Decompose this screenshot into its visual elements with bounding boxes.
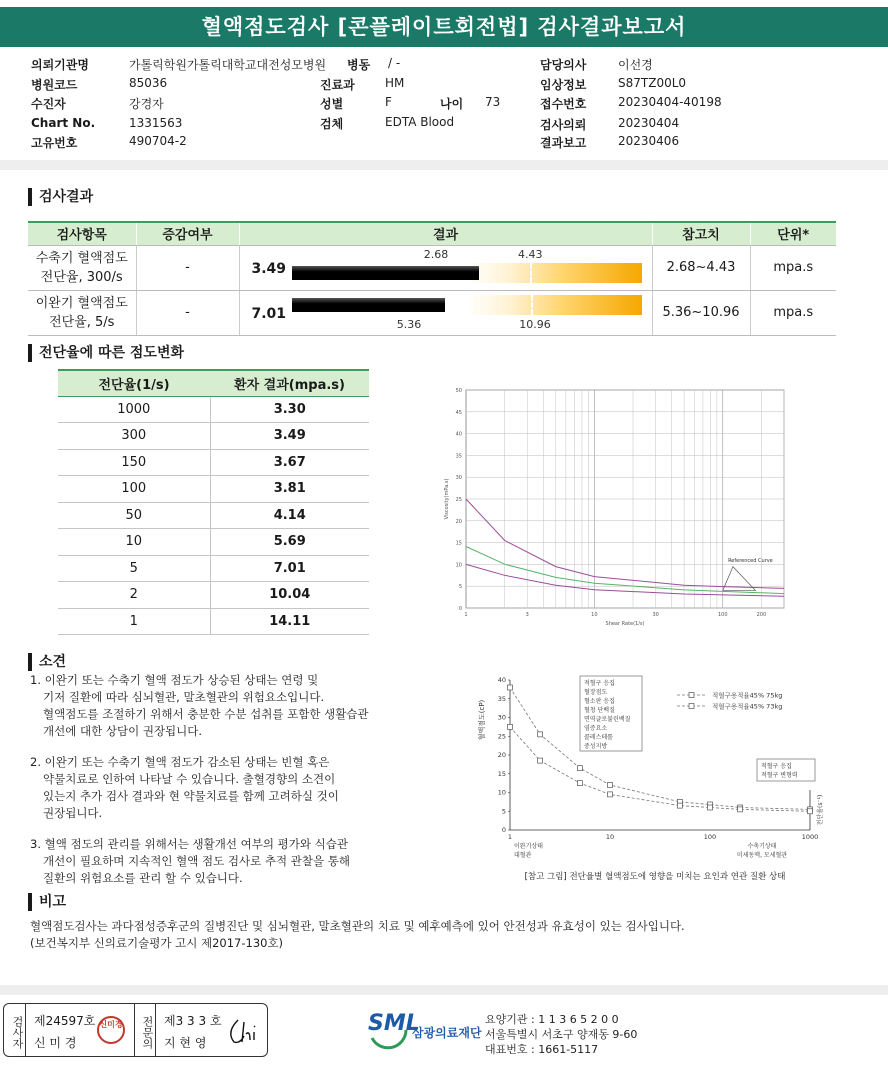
tech-name: 신 미 경 xyxy=(34,1036,77,1050)
report-date-label: 결과보고 xyxy=(540,136,587,150)
viscosity-section-title: 전단율에 따른 점도변화 xyxy=(28,344,184,362)
result-bar-cell xyxy=(239,245,652,290)
y-tick-label: 25 xyxy=(497,732,506,741)
age-value: 73 xyxy=(485,95,501,109)
finding-line: 있는지 추가 검사 결과와 현 약물치료를 함께 고려하실 것이 xyxy=(43,789,339,803)
x-tick-label: 1 xyxy=(464,612,468,618)
y-tick-label: 20 xyxy=(455,518,462,525)
shear-rate: 150 xyxy=(58,449,210,476)
results-table xyxy=(28,221,836,336)
request-value: 20230404 xyxy=(618,116,680,130)
finding-item xyxy=(30,754,480,822)
y-tick-label: 5 xyxy=(458,584,462,591)
viscosity-header: 환자 결과(mpa.s) xyxy=(210,370,369,396)
ref-low-label: 2.68 xyxy=(423,247,449,261)
result-bar-track xyxy=(292,295,642,315)
y-axis-label: 혈액점도(cP) xyxy=(478,699,486,741)
table-row xyxy=(58,502,369,529)
spec-name: 지 현 영 xyxy=(164,1036,207,1050)
hospital-code-value: 85036 xyxy=(129,76,168,90)
bottom-left-label: 대혈관 xyxy=(514,852,532,859)
y-tick-label: 0 xyxy=(458,606,462,612)
doctor-label: 담당의사 xyxy=(540,58,587,72)
results-header: 결과 xyxy=(239,222,652,245)
tech-license: 제24597호 xyxy=(34,1014,96,1028)
table-row xyxy=(28,245,836,290)
table-row xyxy=(58,476,369,503)
table-row xyxy=(58,555,369,582)
finding-item xyxy=(30,836,480,887)
result-value: 3.49 xyxy=(251,260,287,277)
y-tick-label: 15 xyxy=(455,540,462,547)
shear-rate: 300 xyxy=(58,423,210,450)
sml-logo: SML xyxy=(368,1011,420,1036)
separator-band xyxy=(0,160,888,170)
x-tick-label: 1 xyxy=(507,833,513,841)
legend-label: 적혈구용적율45% 75kg xyxy=(712,691,783,700)
series-point xyxy=(738,807,743,812)
unit: mpa.s xyxy=(750,290,836,335)
finding-line: 개선이 필요하며 지속적인 혈액 점도 검사로 추적 관찰을 통해 xyxy=(43,854,350,868)
chart-label: Chart No. xyxy=(31,116,96,130)
spec-license: 제3 3 3 호 xyxy=(164,1014,222,1028)
series-point xyxy=(608,792,613,797)
age-label: 나이 xyxy=(440,97,464,111)
bottom-right-label: 수축기상태 xyxy=(747,843,777,850)
finding-line: 기저 질환에 따라 심뇌혈관, 말초혈관의 위험요소입니다. xyxy=(43,690,325,704)
patient-result: 7.01 xyxy=(210,555,369,582)
shear-rate: 10 xyxy=(58,529,210,556)
table-row xyxy=(58,449,369,476)
x-tick-label: 30 xyxy=(652,612,659,618)
factor-label: 염증요소 xyxy=(584,725,608,732)
series-point xyxy=(577,781,582,786)
factor-label: 적혈구 응집 xyxy=(761,763,792,770)
series-point xyxy=(538,758,543,763)
right-axis-label: 전단율(s⁻¹) xyxy=(817,794,824,826)
series-point xyxy=(508,724,513,729)
y-axis-label: Viscosity(mPa.s) xyxy=(444,478,450,520)
receipt-label: 접수번호 xyxy=(540,97,587,111)
footer-separator xyxy=(0,985,888,995)
seal-stamp xyxy=(97,1016,125,1044)
ref-high-label: 4.43 xyxy=(518,247,543,261)
x-tick-label: 100 xyxy=(717,612,728,618)
uid-value: 490704-2 xyxy=(129,134,187,148)
y-tick-label: 45 xyxy=(455,409,462,416)
result-bar-fill xyxy=(292,298,445,312)
legend-point xyxy=(689,693,694,698)
y-tick-label: 30 xyxy=(497,713,506,722)
reference-figure-chart xyxy=(472,672,838,886)
patient-result: 3.81 xyxy=(210,476,369,503)
results-header: 단위* xyxy=(750,222,836,245)
ref-low-label: 5.36 xyxy=(396,317,422,331)
y-tick-label: 50 xyxy=(455,388,462,394)
table-row xyxy=(58,529,369,556)
x-tick-label: 3 xyxy=(525,612,529,618)
table-row xyxy=(58,423,369,450)
y-tick-label: 5 xyxy=(501,807,506,816)
x-tick-label: 200 xyxy=(756,612,767,618)
y-tick-label: 10 xyxy=(497,788,506,797)
finding-line: 3. 혈액 점도의 관리를 위해서는 생활개선 여부의 평가와 식습관 xyxy=(30,837,348,851)
ref-high-marker xyxy=(530,263,532,283)
y-tick-label: 30 xyxy=(455,475,462,482)
factor-label: 면역글로불린백질 xyxy=(584,716,631,723)
unit: mpa.s xyxy=(750,245,836,290)
findings-section-title: 소견 xyxy=(28,653,66,671)
factor-label: 혈청 단백질 xyxy=(584,707,615,714)
institution-label: 의뢰기관명 xyxy=(31,58,89,72)
y-tick-label: 40 xyxy=(455,431,462,438)
patient-result: 3.67 xyxy=(210,449,369,476)
test-item-line: 이완기 혈액점도 xyxy=(35,295,128,311)
x-tick-label: 100 xyxy=(703,833,717,841)
reference-range: 5.36~10.96 xyxy=(652,290,750,335)
sex-value: F xyxy=(385,95,392,109)
annotation-label: Referenced Curve xyxy=(728,558,773,565)
change-value: - xyxy=(136,245,239,290)
shear-rate: 50 xyxy=(58,502,210,529)
table-row xyxy=(28,290,836,335)
uid-label: 고유번호 xyxy=(31,136,78,150)
remarks-text xyxy=(30,918,685,952)
finding-line: 혈액점도를 조절하기 위해서 충분한 수분 섭취를 포함한 생활습관 xyxy=(43,707,369,721)
reference-range: 2.68~4.43 xyxy=(652,245,750,290)
ref-high-label: 10.96 xyxy=(519,317,551,331)
ward-value: / - xyxy=(388,56,401,70)
dept-value: HM xyxy=(385,76,405,90)
factor-label: 혈장점도 xyxy=(584,689,608,696)
shear-rate: 2 xyxy=(58,582,210,609)
finding-item xyxy=(30,672,480,740)
test-item xyxy=(28,290,136,335)
receipt-value: 20230404-40198 xyxy=(618,95,722,109)
viscosity-table xyxy=(58,369,369,635)
clinical-value: S87TZ00L0 xyxy=(618,76,687,90)
y-tick-label: 20 xyxy=(497,751,506,759)
specimen-label: 검체 xyxy=(320,117,344,131)
seal-text: 신미경 xyxy=(99,1020,123,1029)
factor-label: 적혈구 응집 xyxy=(584,680,615,687)
finding-line: 2. 이완기 또는 수축기 혈액 점도가 감소된 상태는 빈혈 혹은 xyxy=(30,755,330,769)
dept-label: 진료과 xyxy=(320,78,355,92)
ref-high-marker xyxy=(531,295,533,315)
lab-address: 서울특별시 서초구 양재동 9-60 xyxy=(485,1028,638,1041)
test-item-line: 전단율, 5/s xyxy=(49,314,115,330)
bottom-right-label: 미세동맥, 모세혈관 xyxy=(736,852,788,859)
remarks-line: (보건복지부 신의료기술평가 고시 제2017-130호) xyxy=(30,936,284,950)
shear-rate: 1 xyxy=(58,608,210,635)
lab-name: 삼광의료재단 xyxy=(412,1026,482,1040)
patient-result: 4.14 xyxy=(210,502,369,529)
finding-line: 개선에 대한 상담이 권장됩니다. xyxy=(43,724,203,738)
patient-result: 5.69 xyxy=(210,529,369,556)
doctor-value: 이선경 xyxy=(618,58,653,72)
series-point xyxy=(577,766,582,771)
request-label: 검사의뢰 xyxy=(540,118,587,132)
spec-label: 전문의 xyxy=(134,1004,156,1056)
factor-label: 콜레스테롤 xyxy=(584,734,613,741)
x-tick-label: 10 xyxy=(605,833,615,841)
y-tick-label: 35 xyxy=(455,453,462,460)
legend-label: 적혈구용적율45% 73kg xyxy=(712,702,783,711)
y-tick-label: 15 xyxy=(497,769,506,778)
viscosity-header: 전단율(1/s) xyxy=(58,370,210,396)
remarks-section-title: 비고 xyxy=(28,893,66,911)
patient-result: 10.04 xyxy=(210,582,369,609)
results-header: 검사항목 xyxy=(28,222,136,245)
lab-info xyxy=(485,1012,637,1057)
series-point xyxy=(608,783,613,788)
name-label: 수진자 xyxy=(31,97,66,111)
test-item xyxy=(28,245,136,290)
results-section-title: 검사결과 xyxy=(28,188,93,206)
test-item-line: 수축기 혈액점도 xyxy=(35,250,128,266)
signature-box xyxy=(3,1003,268,1057)
change-value: - xyxy=(136,290,239,335)
report-date-value: 20230406 xyxy=(618,134,680,148)
series-point xyxy=(538,732,543,737)
result-bar-track xyxy=(292,263,642,283)
ward-label: 병동 xyxy=(347,58,371,72)
factor-label: 적혈구 변형력 xyxy=(761,772,798,779)
table-row xyxy=(58,396,369,423)
finding-line: 약물치료로 인하여 나타날 수 있습니다. 출혈경향의 소견이 xyxy=(43,772,336,786)
series-point xyxy=(708,805,713,810)
sex-label: 성별 xyxy=(320,97,344,111)
lab-code: 요양기관 : 1 1 3 6 5 2 0 0 xyxy=(485,1013,619,1026)
y-tick-label: 10 xyxy=(455,562,462,569)
patient-result: 3.49 xyxy=(210,423,369,450)
y-tick-label: 25 xyxy=(455,497,462,503)
result-value: 7.01 xyxy=(251,305,287,322)
factor-label: 혈소판 응집 xyxy=(584,698,615,705)
shear-rate: 1000 xyxy=(58,396,210,423)
y-tick-label: 0 xyxy=(501,826,506,834)
tech-label: 검사자 xyxy=(4,1004,26,1056)
viscosity-curve-chart xyxy=(440,382,790,627)
specimen-value: EDTA Blood xyxy=(385,115,455,129)
shear-rate: 5 xyxy=(58,555,210,582)
y-tick-label: 40 xyxy=(497,676,506,684)
factor-label: 중성지방 xyxy=(584,743,608,750)
patient-result: 14.11 xyxy=(210,608,369,635)
findings-text xyxy=(30,672,480,901)
series-point xyxy=(508,685,513,690)
table-row xyxy=(58,608,369,635)
institution-value: 가톨릭학원가톨릭대학교대전성모병원 xyxy=(129,58,327,72)
signature-scribble xyxy=(224,1014,262,1048)
table-row xyxy=(58,582,369,609)
remarks-line: 혈액점도검사는 과다점성증후군의 질병진단 및 심뇌혈관, 말초혈관의 치료 및 예후예측에 있어 안전성과 유효성이 있는 검사입니다. xyxy=(30,919,685,933)
clinical-label: 임상정보 xyxy=(540,78,587,92)
bottom-left-label: 이완기상태 xyxy=(514,843,543,850)
result-bar-cell xyxy=(239,290,652,335)
report-title: 혈액점도검사 [콘플레이트회전법] 검사결과보고서 xyxy=(0,7,888,47)
results-header: 증감여부 xyxy=(136,222,239,245)
name-value: 강경자 xyxy=(129,97,164,111)
finding-line: 권장됩니다. xyxy=(43,806,103,820)
results-header: 참고치 xyxy=(652,222,750,245)
x-axis-label: Shear Rate(1/s) xyxy=(605,621,645,627)
test-item-line: 전단율, 300/s xyxy=(40,269,123,285)
y-tick-label: 35 xyxy=(497,694,506,703)
hospital-code-label: 병원코드 xyxy=(31,78,78,92)
result-bar-fill xyxy=(292,266,480,280)
x-tick-label: 10 xyxy=(591,612,598,618)
finding-line: 질환의 위험요소를 관리 할 수 있습니다. xyxy=(43,871,243,885)
series-point xyxy=(677,803,682,808)
finding-line: 1. 이완기 또는 수축기 혈액 점도가 상승된 상태는 연령 및 xyxy=(30,673,319,687)
chart-value: 1331563 xyxy=(129,116,183,130)
figure-caption: [참고 그림] 전단율별 혈액점도에 영향을 미치는 요인과 연관 질환 상태 xyxy=(524,872,786,882)
x-tick-label: 1000 xyxy=(801,833,819,841)
shear-rate: 100 xyxy=(58,476,210,503)
series-point xyxy=(808,809,813,814)
legend-point xyxy=(689,704,694,709)
patient-result: 3.30 xyxy=(210,396,369,423)
lab-phone: 대표번호 : 1661-5117 xyxy=(485,1043,599,1056)
